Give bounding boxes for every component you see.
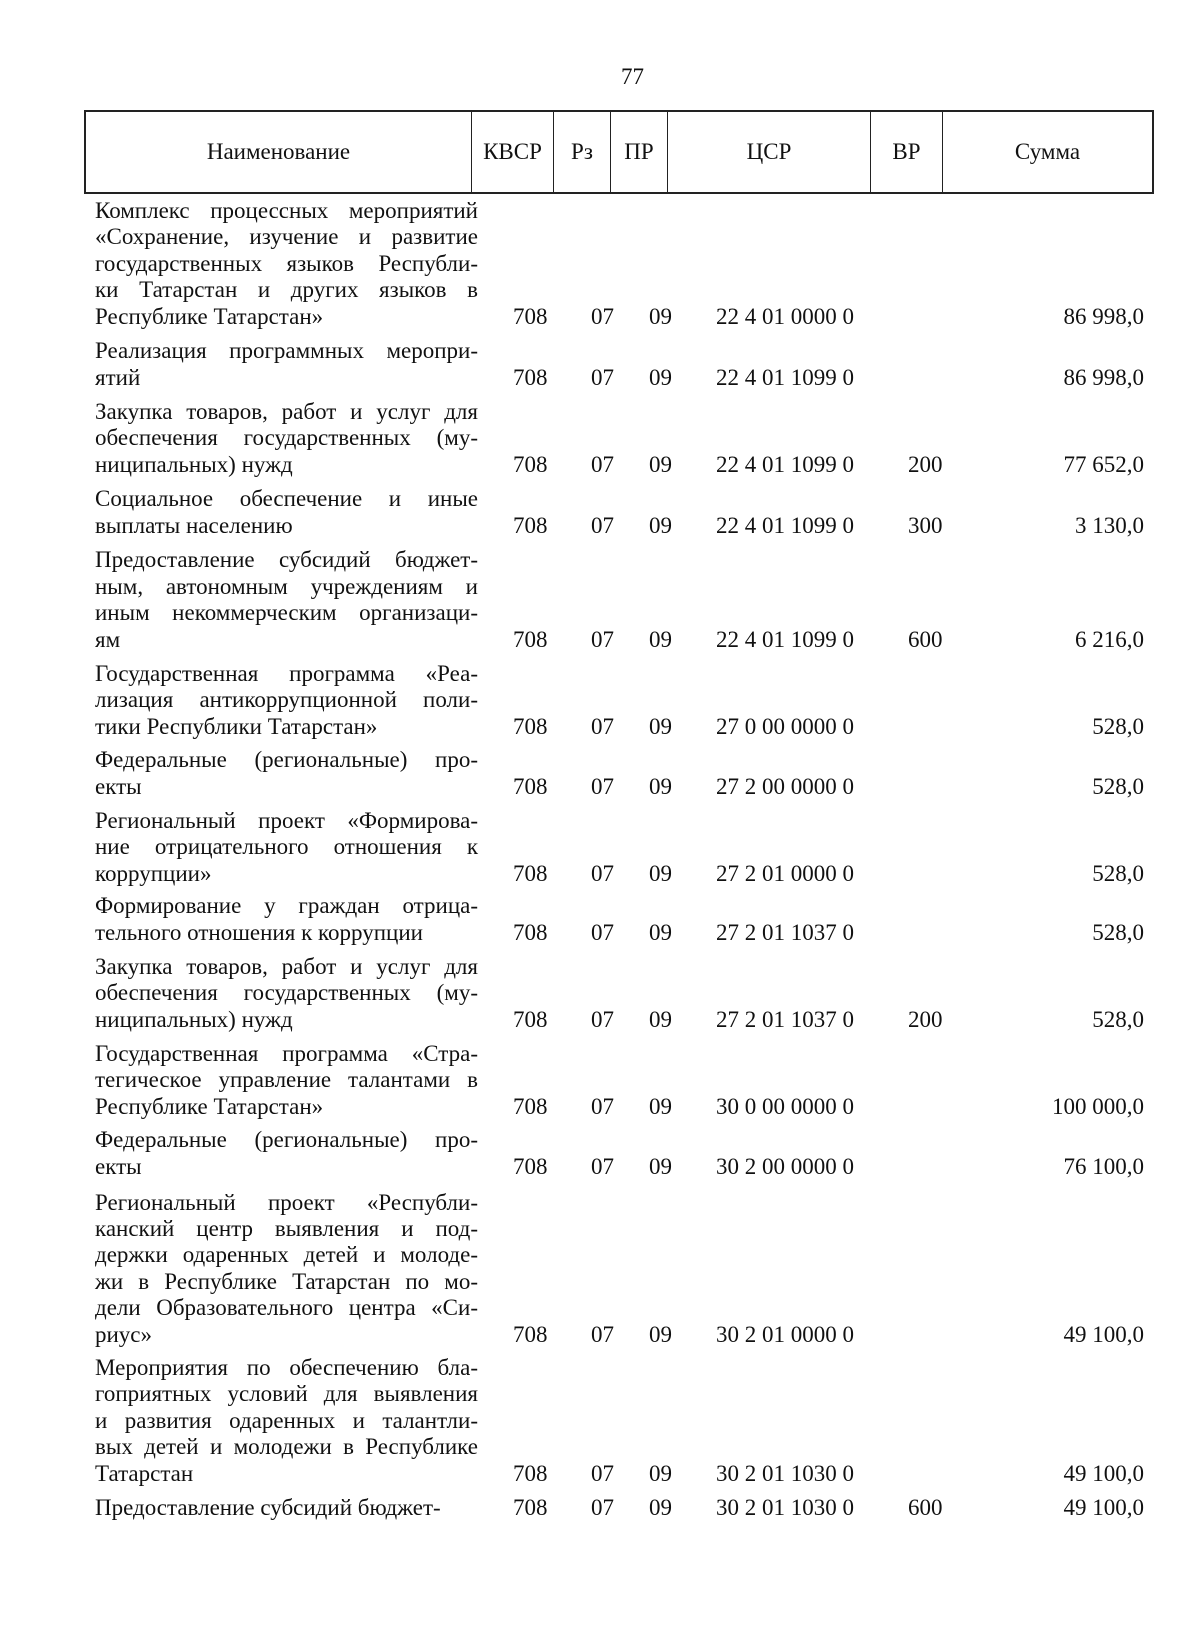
row-kvsr: 708	[513, 860, 548, 886]
row-name-line: дели Образовательного центра «Си-	[95, 1295, 478, 1321]
row-name-line: ным, автономным учреждениям и	[95, 573, 478, 599]
header-csr: ЦСР	[667, 112, 870, 192]
row-sum: 49 100,0	[1063, 1460, 1144, 1486]
row-rz: 07	[591, 1460, 614, 1486]
row-name-line: Предоставление субсидий бюджет-	[95, 1494, 441, 1520]
row-csr: 22 4 01 1099 0	[716, 626, 854, 652]
row-sum: 528,0	[1092, 1006, 1144, 1032]
row-name-line: обеспечения государственных (му-	[95, 425, 478, 451]
row-sum: 528,0	[1092, 713, 1144, 739]
row-name-line: коррупции»	[95, 860, 212, 886]
row-sum: 49 100,0	[1063, 1494, 1144, 1520]
row-name-line: ям	[95, 626, 121, 652]
row-csr: 27 2 00 0000 0	[716, 773, 854, 799]
row-csr: 27 2 01 0000 0	[716, 860, 854, 886]
row-name-line: ки Татарстан и других языков в	[95, 277, 478, 303]
row-name-line: жи в Республике Татарстан по мо-	[95, 1268, 478, 1294]
row-csr: 30 2 01 1030 0	[716, 1460, 854, 1486]
row-pr: 09	[649, 303, 672, 329]
row-kvsr: 708	[513, 1460, 548, 1486]
row-kvsr: 708	[513, 1321, 548, 1347]
row-kvsr: 708	[513, 773, 548, 799]
row-name-line: выплаты населению	[95, 512, 293, 538]
row-rz: 07	[591, 919, 614, 945]
row-pr: 09	[649, 713, 672, 739]
row-name-line: обеспечения государственных (му-	[95, 980, 478, 1006]
row-name-line: гоприятных условий для выявления	[95, 1381, 478, 1407]
header-kvsr: КВСР	[471, 112, 553, 192]
row-pr: 09	[649, 919, 672, 945]
row-name-line: «Сохранение, изучение и развитие	[95, 224, 478, 250]
row-pr: 09	[649, 1006, 672, 1032]
row-name-line: вых детей и молодежи в Республике	[95, 1434, 478, 1460]
row-name-line: Федеральные (региональные) про-	[95, 747, 478, 773]
row-rz: 07	[591, 713, 614, 739]
row-sum: 100 000,0	[1052, 1093, 1144, 1119]
row-sum: 86 998,0	[1063, 364, 1144, 390]
row-csr: 27 0 00 0000 0	[716, 713, 854, 739]
row-name-line: Федеральные (региональные) про-	[95, 1127, 478, 1153]
header-sum: Сумма	[942, 112, 1152, 192]
row-vr: 600	[908, 626, 943, 652]
row-sum: 528,0	[1092, 919, 1144, 945]
row-pr: 09	[649, 773, 672, 799]
row-kvsr: 708	[513, 1494, 548, 1520]
row-name-line: Мероприятия по обеспечению бла-	[95, 1354, 478, 1380]
row-name-line: ятий	[95, 364, 141, 390]
row-kvsr: 708	[513, 713, 548, 739]
header-rz: Рз	[553, 112, 610, 192]
row-name-line: тельного отношения к коррупции	[95, 919, 423, 945]
row-pr: 09	[649, 364, 672, 390]
row-rz: 07	[591, 1006, 614, 1032]
row-vr: 200	[908, 451, 943, 477]
row-rz: 07	[591, 1153, 614, 1179]
row-csr: 22 4 01 0000 0	[716, 303, 854, 329]
row-vr: 600	[908, 1494, 943, 1520]
row-kvsr: 708	[513, 1093, 548, 1119]
row-name-line: Реализация программных меропри-	[95, 338, 478, 364]
row-csr: 30 0 00 0000 0	[716, 1093, 854, 1119]
row-csr: 30 2 01 0000 0	[716, 1321, 854, 1347]
row-pr: 09	[649, 512, 672, 538]
header-name: Наименование	[206, 139, 351, 164]
row-name-line: государственных языков Республи-	[95, 250, 478, 276]
row-pr: 09	[649, 1093, 672, 1119]
row-name-line: Комплекс процессных мероприятий	[95, 197, 478, 223]
row-name-line: Социальное обеспечение и иные	[95, 486, 478, 512]
row-rz: 07	[591, 1321, 614, 1347]
row-pr: 09	[649, 451, 672, 477]
page-number: 77	[621, 64, 644, 89]
row-name-line: тики Республики Татарстан»	[95, 713, 378, 739]
row-name-line: Предоставление субсидий бюджет-	[95, 547, 478, 573]
row-csr: 27 2 01 1037 0	[716, 919, 854, 945]
row-sum: 49 100,0	[1063, 1321, 1144, 1347]
row-name-line: екты	[95, 773, 142, 799]
row-name-line: Региональный проект «Формирова-	[95, 807, 478, 833]
row-pr: 09	[649, 1321, 672, 1347]
row-csr: 30 2 00 0000 0	[716, 1153, 854, 1179]
row-kvsr: 708	[513, 1153, 548, 1179]
row-pr: 09	[649, 626, 672, 652]
row-name-line: Республике Татарстан»	[95, 303, 324, 329]
row-name	[95, 1495, 478, 1521]
row-rz: 07	[591, 1093, 614, 1119]
row-name-line: ниципальных) нужд	[95, 451, 293, 477]
row-sum: 77 652,0	[1063, 451, 1144, 477]
header-vr: ВР	[870, 112, 942, 192]
row-sum: 528,0	[1092, 773, 1144, 799]
row-name-line: тегическое управление талантами в	[95, 1067, 478, 1093]
row-sum: 3 130,0	[1075, 512, 1144, 538]
row-kvsr: 708	[513, 1006, 548, 1032]
row-csr: 22 4 01 1099 0	[716, 512, 854, 538]
row-kvsr: 708	[513, 626, 548, 652]
row-csr: 27 2 01 1037 0	[716, 1006, 854, 1032]
row-pr: 09	[649, 1460, 672, 1486]
row-sum: 86 998,0	[1063, 303, 1144, 329]
row-name-line: ние отрицательного отношения к	[95, 834, 478, 860]
row-csr: 22 4 01 1099 0	[716, 451, 854, 477]
row-vr: 300	[908, 512, 943, 538]
row-name-line: Закупка товаров, работ и услуг для	[95, 398, 478, 424]
row-name-line: Формирование у граждан отрица-	[95, 893, 478, 919]
row-pr: 09	[649, 1153, 672, 1179]
row-name-line: Республике Татарстан»	[95, 1093, 324, 1119]
row-name-line: ниципальных) нужд	[95, 1006, 293, 1032]
row-rz: 07	[591, 364, 614, 390]
row-rz: 07	[591, 773, 614, 799]
row-rz: 07	[591, 512, 614, 538]
row-kvsr: 708	[513, 919, 548, 945]
row-sum: 6 216,0	[1075, 626, 1144, 652]
row-rz: 07	[591, 303, 614, 329]
row-name-line: екты	[95, 1153, 142, 1179]
row-name-line: Региональный проект «Республи-	[95, 1189, 478, 1215]
row-vr: 200	[908, 1006, 943, 1032]
row-rz: 07	[591, 451, 614, 477]
row-name-line: канский центр выявления и под-	[95, 1215, 478, 1241]
row-name-line: Закупка товаров, работ и услуг для	[95, 953, 478, 979]
row-name-line: риус»	[95, 1321, 153, 1347]
row-sum: 528,0	[1092, 860, 1144, 886]
row-kvsr: 708	[513, 451, 548, 477]
row-name-line: Государственная программа «Стра-	[95, 1040, 478, 1066]
row-name-line: держки одаренных детей и молоде-	[95, 1242, 478, 1268]
row-kvsr: 708	[513, 512, 548, 538]
row-csr: 22 4 01 1099 0	[716, 364, 854, 390]
header-pr: ПР	[610, 112, 667, 192]
row-sum: 76 100,0	[1063, 1153, 1144, 1179]
row-name-line: Государственная программа «Реа-	[95, 660, 478, 686]
row-name-line: Татарстан	[95, 1460, 194, 1486]
row-kvsr: 708	[513, 303, 548, 329]
row-csr: 30 2 01 1030 0	[716, 1494, 854, 1520]
row-rz: 07	[591, 626, 614, 652]
row-pr: 09	[649, 1494, 672, 1520]
row-kvsr: 708	[513, 364, 548, 390]
row-name-line: и развития одаренных и талантли-	[95, 1407, 478, 1433]
row-rz: 07	[591, 1494, 614, 1520]
row-name-line: лизация антикоррупционной поли-	[95, 687, 478, 713]
row-name-line: иным некоммерческим организаци-	[95, 600, 478, 626]
row-pr: 09	[649, 860, 672, 886]
row-rz: 07	[591, 860, 614, 886]
